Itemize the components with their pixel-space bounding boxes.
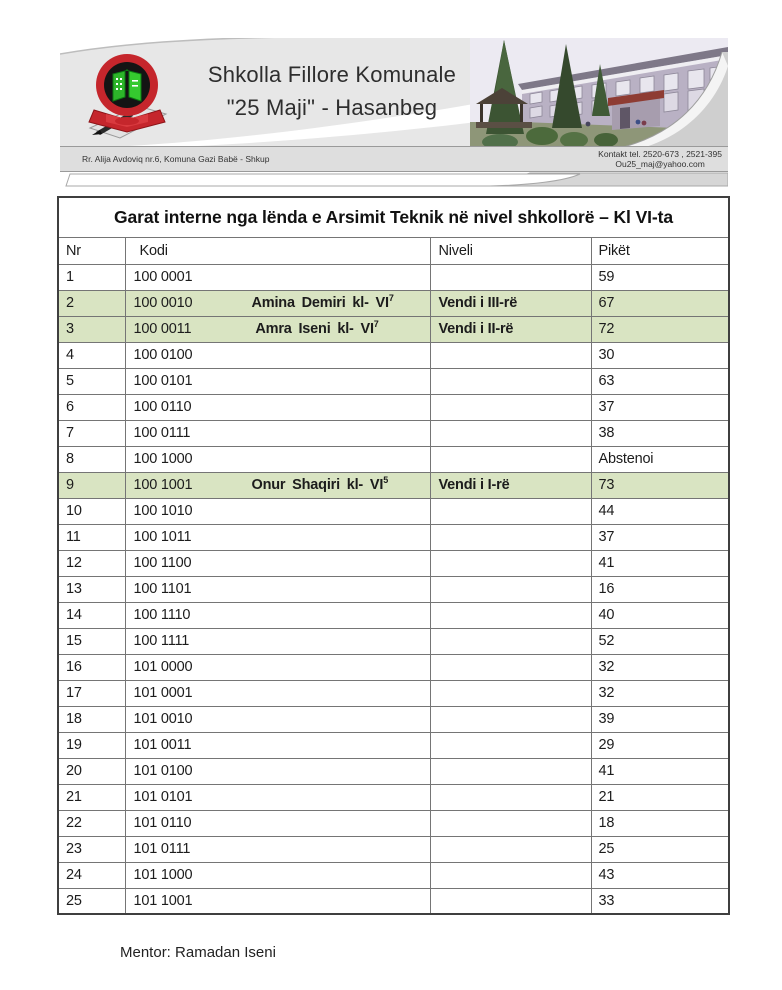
pupil-code: 101 0001 [133, 685, 193, 701]
table-row [58, 394, 729, 420]
contact-phone: Kontakt tel. 2520-673 , 2521-395 [598, 149, 722, 159]
cell-niveli [430, 628, 591, 654]
column-header-piket: Pikët [591, 237, 729, 264]
cell-kodi [125, 784, 430, 810]
cell-piket: 21 [591, 784, 729, 810]
table-row [58, 576, 729, 602]
table-row [58, 602, 729, 628]
cell-kodi [125, 368, 430, 394]
cell-piket: 32 [591, 654, 729, 680]
cell-piket: 43 [591, 862, 729, 888]
table-row [58, 628, 729, 654]
cell-piket: 73 [591, 472, 729, 498]
cell-kodi [125, 446, 430, 472]
cell-piket: 41 [591, 758, 729, 784]
cell-niveli [430, 550, 591, 576]
table-row [58, 472, 729, 498]
cell-kodi [125, 290, 430, 316]
cell-piket: 29 [591, 732, 729, 758]
cell-piket: 25 [591, 836, 729, 862]
letterhead [60, 38, 728, 148]
cell-nr: 17 [58, 680, 125, 706]
cell-kodi [125, 264, 430, 290]
cell-kodi [125, 706, 430, 732]
pupil-code: 101 0100 [133, 763, 193, 779]
cell-niveli [430, 498, 591, 524]
school-name-line1: Shkolla Fillore Komunale [207, 62, 457, 87]
cell-nr: 22 [58, 810, 125, 836]
pupil-code: 100 1110 [133, 607, 191, 623]
cell-nr: 9 [58, 472, 125, 498]
cell-niveli [430, 654, 591, 680]
table-row [58, 316, 729, 342]
cell-piket: 41 [591, 550, 729, 576]
cell-niveli: Vendi i III-rë [430, 290, 591, 316]
cell-nr: 8 [58, 446, 125, 472]
pupil-code: 100 1011 [133, 529, 192, 545]
cell-nr: 1 [58, 264, 125, 290]
pupil-code: 100 1010 [133, 503, 193, 519]
cell-niveli [430, 524, 591, 550]
pupil-code: 100 0111 [133, 425, 191, 441]
table-row [58, 264, 729, 290]
table-row [58, 550, 729, 576]
cell-niveli [430, 706, 591, 732]
cell-nr: 6 [58, 394, 125, 420]
cell-kodi [125, 524, 430, 550]
pupil-code: 100 1101 [133, 581, 192, 597]
cell-nr: 23 [58, 836, 125, 862]
cell-niveli [430, 732, 591, 758]
cell-niveli [430, 836, 591, 862]
pupil-code: 100 1100 [133, 555, 192, 571]
cell-piket: 72 [591, 316, 729, 342]
pupil-code: 101 0110 [133, 815, 192, 831]
cell-niveli [430, 446, 591, 472]
cell-kodi [125, 498, 430, 524]
cell-niveli [430, 368, 591, 394]
cell-piket: 59 [591, 264, 729, 290]
table-row [58, 758, 729, 784]
address-band [60, 146, 728, 172]
cell-nr: 15 [58, 628, 125, 654]
pupil-code: 100 0001 [133, 269, 193, 285]
table-row [58, 498, 729, 524]
cell-nr: 11 [58, 524, 125, 550]
cell-nr: 16 [58, 654, 125, 680]
cell-niveli [430, 576, 591, 602]
cell-piket: 32 [591, 680, 729, 706]
cell-piket: 67 [591, 290, 729, 316]
pupil-code: 100 0110 [133, 399, 192, 415]
school-logo-icon [86, 48, 168, 144]
cell-kodi [125, 758, 430, 784]
table-row [58, 524, 729, 550]
cell-niveli [430, 394, 591, 420]
cell-piket: 37 [591, 524, 729, 550]
pupil-code: 101 0111 [133, 841, 191, 857]
table-row [58, 732, 729, 758]
table-row [58, 862, 729, 888]
pupil-code: 100 0010 [133, 295, 193, 311]
column-header-nr: Nr [58, 237, 125, 264]
cell-piket: 52 [591, 628, 729, 654]
cell-nr: 14 [58, 602, 125, 628]
cell-kodi [125, 576, 430, 602]
cell-niveli [430, 888, 591, 914]
contact-email: Ou25_maj@yahoo.com [615, 159, 705, 169]
pupil-code: 101 1000 [133, 867, 193, 883]
table-row [58, 888, 729, 914]
cell-piket: 33 [591, 888, 729, 914]
cell-niveli [430, 342, 591, 368]
cell-nr: 3 [58, 316, 125, 342]
pupil-code: 101 0101 [133, 789, 193, 805]
cell-kodi [125, 472, 430, 498]
cell-nr: 2 [58, 290, 125, 316]
cell-niveli [430, 680, 591, 706]
pupil-code: 100 0100 [133, 347, 193, 363]
table-row [58, 342, 729, 368]
cell-niveli [430, 784, 591, 810]
table-row [58, 654, 729, 680]
cell-niveli [430, 420, 591, 446]
results-table [57, 196, 730, 915]
pupil-name: Onur Shaqiri kl- $VI^5$ [251, 475, 389, 493]
cell-piket: 63 [591, 368, 729, 394]
cell-piket: 37 [591, 394, 729, 420]
cell-niveli [430, 810, 591, 836]
cell-kodi [125, 316, 430, 342]
cell-kodi [125, 342, 430, 368]
cell-kodi [125, 654, 430, 680]
cell-nr: 24 [58, 862, 125, 888]
paper-curl-strip [60, 172, 728, 188]
cell-kodi [125, 862, 430, 888]
table-row [58, 784, 729, 810]
table-row [58, 446, 729, 472]
cell-niveli [430, 602, 591, 628]
cell-piket: Abstenoi [591, 446, 729, 472]
pupil-code: 101 0010 [133, 711, 193, 727]
cell-nr: 18 [58, 706, 125, 732]
cell-nr: 12 [58, 550, 125, 576]
cell-kodi [125, 836, 430, 862]
pupil-code: 100 0101 [133, 373, 193, 389]
cell-nr: 25 [58, 888, 125, 914]
mentor-line: Mentor: Ramadan Iseni [120, 944, 276, 961]
cell-kodi [125, 888, 430, 914]
cell-kodi [125, 628, 430, 654]
table-title-row [58, 197, 729, 237]
cell-nr: 10 [58, 498, 125, 524]
school-photo [470, 38, 728, 148]
pupil-code: 100 1111 [133, 633, 190, 649]
cell-kodi [125, 602, 430, 628]
cell-nr: 5 [58, 368, 125, 394]
pupil-code: 100 0011 [133, 321, 192, 337]
cell-piket: 40 [591, 602, 729, 628]
pupil-name: Amra Iseni kl- $VI^7$ [255, 319, 379, 337]
cell-piket: 30 [591, 342, 729, 368]
table-row [58, 680, 729, 706]
table-header-row [58, 237, 729, 264]
column-header-kodi: Kodi [125, 237, 430, 264]
school-address: Rr. Alija Avdoviq nr.6, Komuna Gazi Babë - Shkup [82, 154, 270, 164]
cell-kodi [125, 810, 430, 836]
cell-nr: 4 [58, 342, 125, 368]
cell-nr: 19 [58, 732, 125, 758]
pupil-code: 101 0011 [133, 737, 192, 753]
cell-kodi [125, 550, 430, 576]
table-row [58, 290, 729, 316]
cell-niveli [430, 264, 591, 290]
pupil-name: Amina Demiri kl- $VI^7$ [251, 293, 394, 311]
cell-piket: 16 [591, 576, 729, 602]
table-row [58, 368, 729, 394]
cell-nr: 13 [58, 576, 125, 602]
cell-kodi [125, 680, 430, 706]
cell-kodi [125, 420, 430, 446]
cell-piket: 44 [591, 498, 729, 524]
cell-niveli [430, 862, 591, 888]
table-row [58, 420, 729, 446]
pupil-code: 101 1001 [133, 892, 193, 909]
cell-niveli [430, 758, 591, 784]
cell-kodi [125, 394, 430, 420]
cell-nr: 20 [58, 758, 125, 784]
table-title: Garat interne nga lënda e Arsimit Teknik në nivel shkollorë – Kl VI-ta [58, 197, 729, 237]
contact-info [598, 149, 722, 169]
cell-nr: 7 [58, 420, 125, 446]
pupil-code: 101 0000 [133, 659, 193, 675]
cell-kodi [125, 732, 430, 758]
pupil-code: 100 1001 [133, 477, 193, 493]
cell-piket: 18 [591, 810, 729, 836]
cell-nr: 21 [58, 784, 125, 810]
table-row [58, 706, 729, 732]
pupil-code: 100 1000 [133, 451, 193, 467]
cell-piket: 39 [591, 706, 729, 732]
table-row [58, 810, 729, 836]
cell-piket: 38 [591, 420, 729, 446]
school-name [172, 58, 492, 124]
column-header-niveli: Niveli [430, 237, 591, 264]
school-name-line2: "25 Maji" - Hasanbeg [226, 95, 438, 120]
cell-niveli: Vendi i I-rë [430, 472, 591, 498]
cell-niveli: Vendi i II-rë [430, 316, 591, 342]
table-row [58, 836, 729, 862]
